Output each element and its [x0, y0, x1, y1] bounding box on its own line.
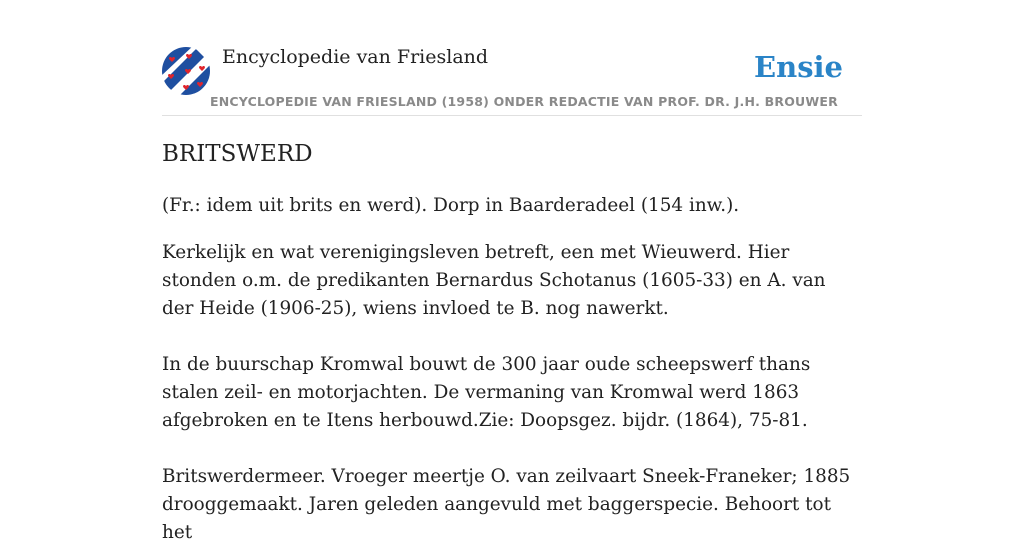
site-title[interactable]: Encyclopedie van Friesland	[222, 46, 489, 68]
brand-logo-link[interactable]: Ensie	[754, 50, 843, 84]
article-paragraph: (Fr.: idem uit brits en werd). Dorp in Baarderadeel (154 inw.).	[162, 195, 740, 216]
frisian-flag-icon[interactable]	[162, 47, 210, 95]
article-title: BRITSWERD	[162, 141, 313, 167]
article-paragraph: In de buurschap Kromwal bouwt de 300 jaar oude scheepswerf thans stalen zeil- en motorjachten. De vermaning van Kromwal werd 1863 afgebroken en te Itens herbouwd.Zie: Doopsgez. bijdr. (1864), 75-81.	[162, 354, 811, 431]
article-paragraph: Britswerdermeer. Vroeger meertje O. van zeilvaart Sneek-Franeker; 1885 drooggemaakt. Jaren geleden aangevuld met baggerspecie. Behoort tot het	[162, 466, 851, 543]
article-paragraph: Kerkelijk en wat verenigingsleven betreft, een met Wieuwerd. Hier stonden o.m. de predikanten Bernardus Schotanus (1605-33) en A. van der Heide (1906-25), wiens invloed te B. nog nawerkt.	[162, 242, 826, 319]
encyclopedia-subtitle: ENCYCLOPEDIE VAN FRIESLAND (1958) ONDER REDACTIE VAN PROF. DR. J.H. BROUWER	[210, 94, 838, 109]
header-divider	[162, 115, 862, 116]
